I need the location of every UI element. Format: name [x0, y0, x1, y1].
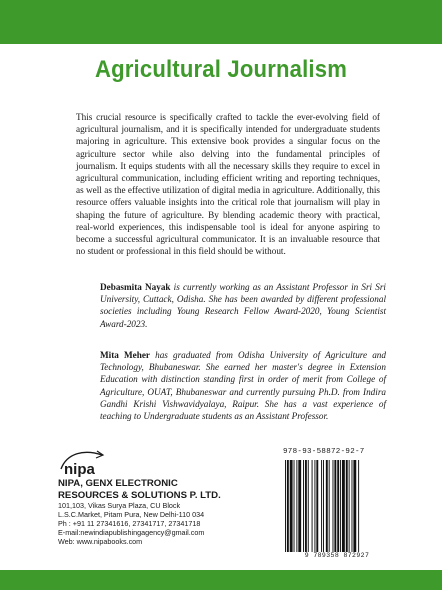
- barcode-bar: [305, 460, 307, 552]
- barcode-bar: [337, 460, 339, 552]
- barcode-bar: [358, 460, 359, 552]
- author-bio-text: is currently working as an Assistant Professor in Sri Sri University, Cuttack, Odisha. She has been awarded by different professional societies including Young Research Fellow Award-2020, Young Scientist Award-2023.: [100, 282, 386, 329]
- publisher-name-line: NIPA, GENX ELECTRONIC: [58, 478, 178, 489]
- barcode-bar: [326, 460, 328, 552]
- author-name: Mita Meher: [100, 350, 150, 360]
- publisher-address-line: 101,103, Vikas Surya Plaza, CU Block: [58, 501, 181, 510]
- author-name: Debasmita Nayak: [100, 282, 171, 292]
- bottom-green-band: [0, 570, 442, 590]
- barcode-bar: [312, 460, 313, 552]
- barcode-bar: [314, 460, 315, 552]
- barcode-bar: [294, 460, 295, 552]
- barcode-bar: [346, 460, 348, 552]
- barcode-bar: [303, 460, 304, 552]
- author-bio-text: has graduated from Odisha University of Agriculture and Technology, Bhubaneswar. She earned her master's degree in Extension Education with distinction standing first in order of merit from College of Agriculture, OUAT, Bhubaneswar and currently pursuing Ph.D. from Indira Gandhi Krishi Vishwavidyalaya, Raipur. She has a vast experience of teaching to Undergraduate students as an Assistant Professor.: [100, 350, 386, 422]
- book-title: Agricultural Journalism: [94, 56, 348, 83]
- barcode-bar: [296, 460, 297, 552]
- barcode-bar: [316, 460, 318, 552]
- barcode-bar: [352, 460, 353, 552]
- barcode-bar: [353, 460, 356, 552]
- barcode-digits: 9 789358 872927: [304, 552, 370, 559]
- book-description: This crucial resource is specifically crafted to tackle the ever-evolving field of agricultural journalism, and it is specifically intended for undergraduate students majoring in agriculture. This extensive book provides a singular focus on the agriculture sector while also delving into the fundamental principles of journalism. It equips students with all the necessary skills they require to excel in agricultural communication, including efficient writing and reporting techniques, as well as the effective utilization of digital media in agriculture. Additionally, this resource offers valuable insights into the critical role that journalism will play in shaping the future of agriculture. By blending academic theory with practical, real-world experiences, this indispensable tool is ideal for anyone aspiring to become a successful agricultural communicator. It is an invaluable resource that no student or professional in this field should be without.: [76, 112, 380, 257]
- barcode-bar: [340, 460, 341, 552]
- author-bio-2: [100, 349, 386, 422]
- publisher-name-line: RESOURCES & SOLUTIONS P. LTD.: [58, 489, 221, 501]
- barcode-bar: [308, 460, 309, 552]
- isbn-barcode: [283, 460, 391, 552]
- barcode-bar: [323, 460, 324, 552]
- barcode-bar: [329, 460, 330, 552]
- barcode-bar: [333, 460, 334, 552]
- barcode-bar: [342, 460, 345, 552]
- isbn-label: 978-93-58872-92-7: [283, 448, 365, 456]
- publisher-name: [58, 478, 278, 501]
- publisher-website: Web: www.nipabooks.com: [58, 536, 143, 546]
- publisher-address-line: L.S.C.Market, Pitam Pura, New Delhi-110 034: [58, 509, 205, 519]
- publisher-email: E-mail:newindiapublishingagency@gmail.com: [58, 527, 205, 537]
- top-green-band: [0, 0, 442, 44]
- publisher-phone: Ph : +91 11 27341616, 27341717, 27341718: [58, 518, 201, 528]
- barcode-bar: [334, 460, 336, 552]
- publisher-logo: [58, 447, 110, 477]
- barcode-bar: [349, 460, 350, 552]
- barcode-bar: [285, 460, 286, 552]
- author-bio-1: [100, 281, 386, 330]
- barcode-bar: [321, 460, 322, 552]
- barcode-bar: [298, 460, 301, 552]
- publisher-logo-text: nipa: [64, 461, 95, 477]
- barcode-bar: [287, 460, 289, 552]
- barcode-bar: [290, 460, 293, 552]
- publisher-contact: [58, 502, 288, 547]
